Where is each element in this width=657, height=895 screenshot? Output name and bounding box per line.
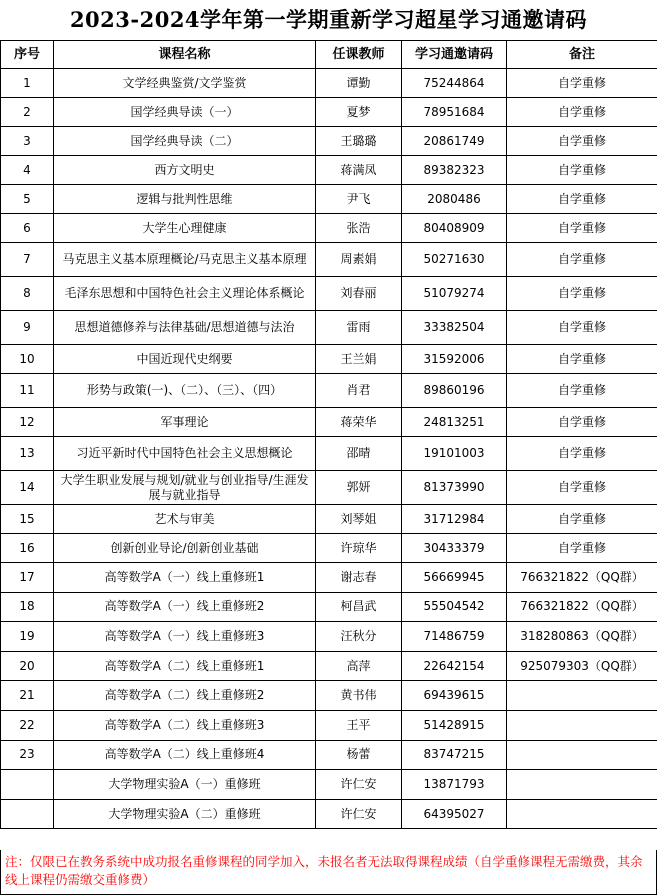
teacher-name: 柯昌武 [316, 592, 402, 622]
remark [507, 681, 657, 711]
remark: 自学重修 [507, 374, 657, 408]
page-title: 2023-2024学年第一学期重新学习超星学习通邀请码 [69, 7, 588, 32]
header-index: 序号 [1, 41, 54, 69]
table-row [1, 799, 657, 829]
remark: 自学重修 [507, 311, 657, 345]
remark: 自学重修 [507, 127, 657, 156]
row-index: 4 [1, 156, 54, 185]
course-name: 毛泽东思想和中国特色社会主义理论体系概论 [54, 277, 316, 311]
teacher-name: 蒋满凤 [316, 156, 402, 185]
invite-code: 56669945 [402, 563, 507, 593]
remark: 自学重修 [507, 185, 657, 214]
table-row [1, 69, 657, 98]
course-name: 西方文明史 [54, 156, 316, 185]
row-index: 11 [1, 374, 54, 408]
remark: 自学重修 [507, 437, 657, 471]
teacher-name: 谢志春 [316, 563, 402, 593]
invite-code: 51428915 [402, 710, 507, 740]
footnote: 注：仅限已在教务系统中成功报名重修课程的同学加入，未报名者无法取得课程成绩（自学重修课程无需缴费，其余线上课程仍需缴交重修费） [0, 850, 657, 895]
row-index: 10 [1, 345, 54, 374]
teacher-name: 尹飞 [316, 185, 402, 214]
remark: 925079303（QQ群） [507, 651, 657, 681]
teacher-name: 许仁安 [316, 799, 402, 829]
teacher-name: 蒋荣华 [316, 408, 402, 437]
course-name: 中国近现代史纲要 [54, 345, 316, 374]
table-row [1, 505, 657, 534]
header-course-name: 课程名称 [54, 41, 316, 69]
remark: 自学重修 [507, 277, 657, 311]
row-index: 1 [1, 69, 54, 98]
table-row [1, 563, 657, 593]
header-teacher: 任课教师 [316, 41, 402, 69]
row-index: 5 [1, 185, 54, 214]
row-index: 20 [1, 651, 54, 681]
course-name: 艺术与审美 [54, 505, 316, 534]
row-index: 13 [1, 437, 54, 471]
row-index: 3 [1, 127, 54, 156]
row-index: 19 [1, 622, 54, 652]
invite-code: 83747215 [402, 740, 507, 770]
invite-code: 50271630 [402, 243, 507, 277]
course-name: 形势与政策(一)、（二）、（三）、（四） [54, 374, 316, 408]
table-row [1, 311, 657, 345]
remark [507, 799, 657, 829]
table-row [1, 471, 657, 505]
remark: 766321822（QQ群） [507, 592, 657, 622]
teacher-name: 张浩 [316, 214, 402, 243]
teacher-name: 王兰娟 [316, 345, 402, 374]
invite-code: 89860196 [402, 374, 507, 408]
table-row [1, 127, 657, 156]
teacher-name: 王平 [316, 710, 402, 740]
remark: 自学重修 [507, 156, 657, 185]
course-name: 逻辑与批判性思维 [54, 185, 316, 214]
invite-code: 64395027 [402, 799, 507, 829]
teacher-name: 周素娟 [316, 243, 402, 277]
table-row [1, 651, 657, 681]
row-index: 15 [1, 505, 54, 534]
table-row [1, 374, 657, 408]
teacher-name: 雷雨 [316, 311, 402, 345]
row-index: 8 [1, 277, 54, 311]
invite-code: 24813251 [402, 408, 507, 437]
invite-code: 71486759 [402, 622, 507, 652]
table-row [1, 740, 657, 770]
remark: 自学重修 [507, 98, 657, 127]
teacher-name: 杨蕾 [316, 740, 402, 770]
invite-code: 31592006 [402, 345, 507, 374]
teacher-name: 邵晴 [316, 437, 402, 471]
invite-code: 55504542 [402, 592, 507, 622]
invite-code: 20861749 [402, 127, 507, 156]
course-name: 高等数学A（一）线上重修班3 [54, 622, 316, 652]
remark: 318280863（QQ群） [507, 622, 657, 652]
header-invite-code: 学习通邀请码 [402, 41, 507, 69]
teacher-name: 肖君 [316, 374, 402, 408]
invite-code: 2080486 [402, 185, 507, 214]
teacher-name: 谭勤 [316, 69, 402, 98]
row-index [1, 799, 54, 829]
row-index: 23 [1, 740, 54, 770]
table-row [1, 622, 657, 652]
row-index: 18 [1, 592, 54, 622]
table-row [1, 214, 657, 243]
invite-code: 75244864 [402, 69, 507, 98]
remark: 自学重修 [507, 243, 657, 277]
remark: 自学重修 [507, 505, 657, 534]
invite-code: 51079274 [402, 277, 507, 311]
table-row [1, 592, 657, 622]
row-index: 12 [1, 408, 54, 437]
teacher-name: 夏梦 [316, 98, 402, 127]
row-index [1, 770, 54, 800]
row-index: 7 [1, 243, 54, 277]
invite-code: 22642154 [402, 651, 507, 681]
course-name: 大学生心理健康 [54, 214, 316, 243]
course-name: 国学经典导读（一） [54, 98, 316, 127]
remark: 自学重修 [507, 534, 657, 563]
table-row [1, 710, 657, 740]
course-name: 思想道德修养与法律基础/思想道德与法治 [54, 311, 316, 345]
table-header-row [1, 41, 657, 69]
table-row [1, 770, 657, 800]
course-name: 国学经典导读（二） [54, 127, 316, 156]
remark: 766321822（QQ群） [507, 563, 657, 593]
table-row [1, 534, 657, 563]
invite-code: 78951684 [402, 98, 507, 127]
course-name: 军事理论 [54, 408, 316, 437]
row-index: 14 [1, 471, 54, 505]
invite-code: 30433379 [402, 534, 507, 563]
table-row [1, 277, 657, 311]
remark: 自学重修 [507, 69, 657, 98]
invitation-code-table [0, 40, 657, 829]
invite-code: 81373990 [402, 471, 507, 505]
row-index: 21 [1, 681, 54, 711]
teacher-name: 郭妍 [316, 471, 402, 505]
course-name: 创新创业导论/创新创业基础 [54, 534, 316, 563]
course-name: 高等数学A（二）线上重修班2 [54, 681, 316, 711]
remark: 自学重修 [507, 345, 657, 374]
course-name: 高等数学A（二）线上重修班1 [54, 651, 316, 681]
course-name: 马克思主义基本原理概论/马克思主义基本原理 [54, 243, 316, 277]
remark: 自学重修 [507, 471, 657, 505]
row-index: 6 [1, 214, 54, 243]
table-row [1, 437, 657, 471]
teacher-name: 汪秋分 [316, 622, 402, 652]
remark [507, 710, 657, 740]
header-remark: 备注 [507, 41, 657, 69]
invite-code: 69439615 [402, 681, 507, 711]
table-row [1, 156, 657, 185]
teacher-name: 许琼华 [316, 534, 402, 563]
invite-code: 89382323 [402, 156, 507, 185]
teacher-name: 许仁安 [316, 770, 402, 800]
table-row [1, 345, 657, 374]
table-row [1, 98, 657, 127]
teacher-name: 王璐璐 [316, 127, 402, 156]
invite-code: 33382504 [402, 311, 507, 345]
row-index: 16 [1, 534, 54, 563]
table-row [1, 243, 657, 277]
remark: 自学重修 [507, 408, 657, 437]
course-name: 文学经典鉴赏/文学鉴赏 [54, 69, 316, 98]
table-row [1, 408, 657, 437]
course-name: 高等数学A（二）线上重修班4 [54, 740, 316, 770]
table-row [1, 681, 657, 711]
course-name: 习近平新时代中国特色社会主义思想概论 [54, 437, 316, 471]
remark [507, 770, 657, 800]
remark [507, 740, 657, 770]
course-name: 高等数学A（二）线上重修班3 [54, 710, 316, 740]
teacher-name: 刘春丽 [316, 277, 402, 311]
row-index: 2 [1, 98, 54, 127]
invite-code: 19101003 [402, 437, 507, 471]
course-name: 大学物理实验A（一）重修班 [54, 770, 316, 800]
invite-code: 31712984 [402, 505, 507, 534]
row-index: 17 [1, 563, 54, 593]
row-index: 22 [1, 710, 54, 740]
remark: 自学重修 [507, 214, 657, 243]
table-row [1, 185, 657, 214]
course-name: 大学物理实验A（二）重修班 [54, 799, 316, 829]
course-name: 高等数学A（一）线上重修班2 [54, 592, 316, 622]
invite-code: 80408909 [402, 214, 507, 243]
teacher-name: 黄书伟 [316, 681, 402, 711]
invite-code: 13871793 [402, 770, 507, 800]
row-index: 9 [1, 311, 54, 345]
teacher-name: 高萍 [316, 651, 402, 681]
course-name: 高等数学A（一）线上重修班1 [54, 563, 316, 593]
teacher-name: 刘琴姐 [316, 505, 402, 534]
course-name: 大学生职业发展与规划/就业与创业指导/生涯发展与就业指导 [54, 471, 316, 505]
